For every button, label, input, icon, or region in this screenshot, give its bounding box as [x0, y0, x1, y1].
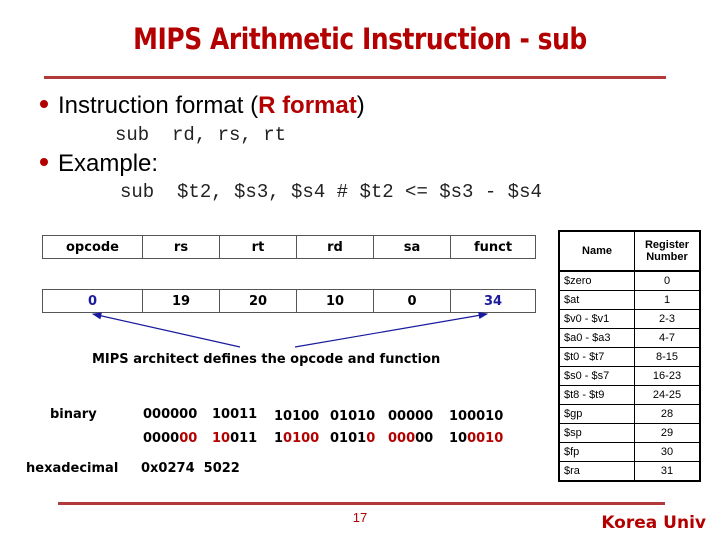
table-row: $sp 29 — [559, 424, 700, 443]
regrouped-3: 10100 — [274, 431, 320, 446]
table-row: $zero 0 — [559, 271, 700, 291]
field-funct: funct — [451, 236, 536, 259]
footer-divider — [58, 502, 665, 505]
value-sa: 0 — [374, 290, 451, 313]
value-rd: 10 — [297, 290, 374, 313]
table-row: $s0 - $s7 16-23 — [559, 367, 700, 386]
value-funct: 34 — [451, 290, 536, 313]
hex-label: hexadecimal — [26, 461, 119, 476]
table-row: $at 1 — [559, 291, 700, 310]
bullet-suffix: ) — [356, 92, 365, 119]
table-row: $t0 - $t7 8-15 — [559, 348, 700, 367]
page-number: 17 — [352, 510, 368, 525]
regrouped-2: 10011 — [212, 431, 258, 446]
binary-label: binary — [50, 407, 97, 422]
hex-value: 0x0274 5022 — [141, 461, 240, 476]
binary-rd: 01010 — [330, 409, 376, 424]
table-row: $gp 28 — [559, 405, 700, 424]
table-row: $v0 - $v1 2-3 — [559, 310, 700, 329]
regrouped-5: 00000 — [388, 431, 434, 446]
value-rs: 19 — [143, 290, 220, 313]
format-syntax: sub rd, rs, rt — [115, 124, 287, 146]
field-sa: sa — [374, 236, 451, 259]
binary-opcode: 000000 — [143, 407, 198, 422]
value-rt: 20 — [220, 290, 297, 313]
regrouped-4: 01010 — [330, 431, 376, 446]
table-row: $ra 31 — [559, 462, 700, 482]
example-code: sub $t2, $s3, $s4 # $t2 <= $s3 - $s4 — [120, 181, 542, 203]
value-opcode: 0 — [43, 290, 143, 313]
opcode-caption: MIPS architect defines the opcode and function — [92, 352, 441, 367]
binary-funct: 100010 — [449, 409, 504, 424]
field-rd: rd — [297, 236, 374, 259]
bullet-text: Example: — [58, 150, 159, 177]
slide-title: MIPS Arithmetic Instruction - sub — [133, 22, 587, 56]
field-rt: rt — [220, 236, 297, 259]
reg-header-name: Name — [559, 231, 635, 271]
table-row: $a0 - $a3 4-7 — [559, 329, 700, 348]
register-table — [558, 230, 701, 482]
field-opcode: opcode — [43, 236, 143, 259]
field-rs: rs — [143, 236, 220, 259]
regrouped-6: 100010 — [449, 431, 504, 446]
table-row: $fp 30 — [559, 443, 700, 462]
table-row: $t8 - $t9 24-25 — [559, 386, 700, 405]
footer-brand: Korea Univ — [601, 513, 706, 533]
binary-rs: 10011 — [212, 407, 258, 422]
r-format-highlight: R format — [258, 92, 357, 119]
regrouped-1: 000000 — [143, 431, 198, 446]
bullet-text: Instruction format ( — [58, 92, 259, 119]
reg-header-number: Register Number — [635, 231, 701, 271]
binary-sa: 00000 — [388, 409, 434, 424]
binary-rt: 10100 — [274, 409, 320, 424]
